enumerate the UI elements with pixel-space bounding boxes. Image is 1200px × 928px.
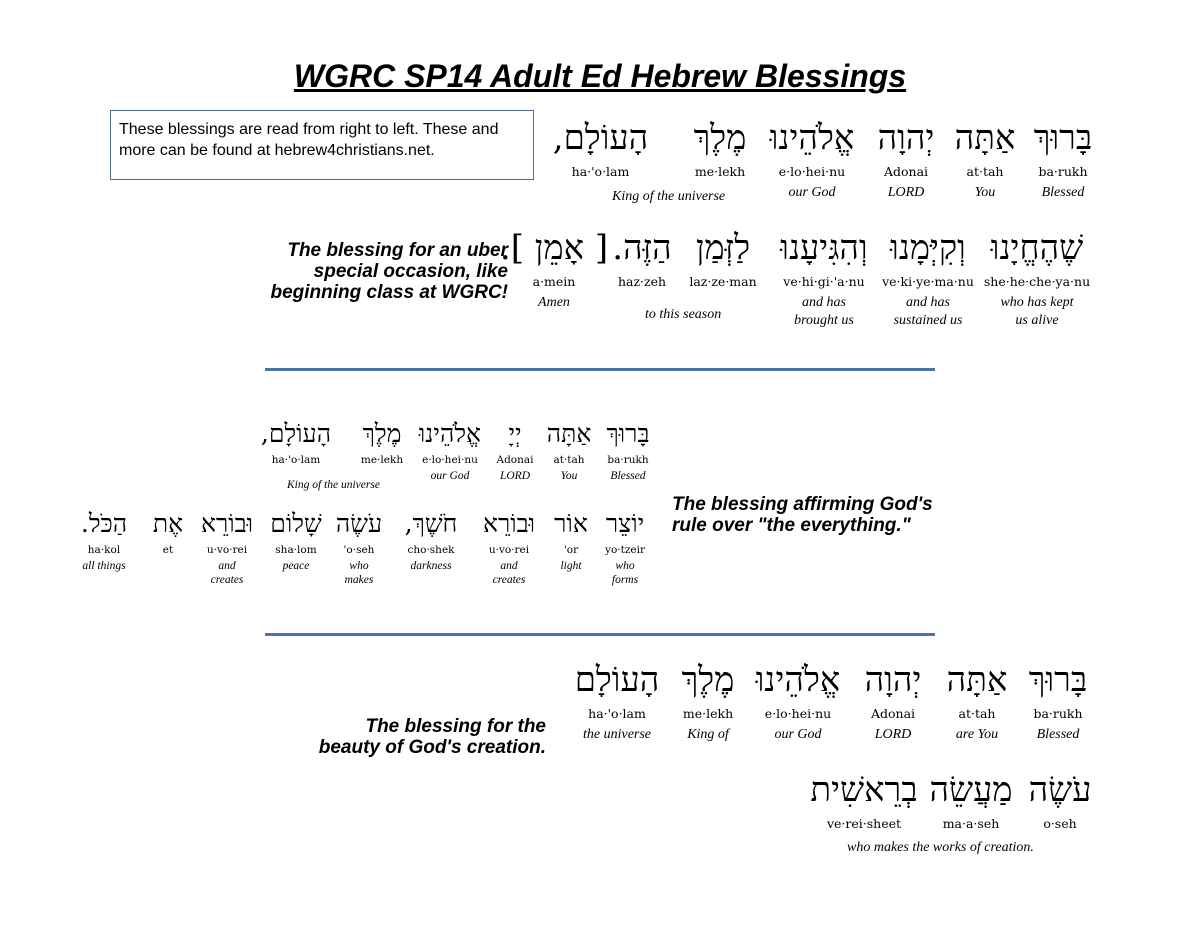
hebrew-word: אוֹר [554,509,588,538]
blessing-word [196,508,258,587]
english-translation: King of [687,727,729,742]
blessing-word [602,508,648,587]
transliteration: ba·rukh [1033,706,1083,721]
english-translation: who makes [344,560,374,586]
page-title: WGRC SP14 Adult Ed Hebrew Blessings [293,58,907,94]
transliteration: ha·'o·lam [588,706,646,721]
blessing-word [680,228,766,294]
blessing-word [576,660,658,744]
hebrew-word: בָּרוּךְ [1028,660,1088,700]
english-translation: and has sustained us [893,295,963,328]
transliteration: ba·rukh [607,454,649,466]
english-translation: LORD [887,185,925,200]
transliteration: a·mein [532,274,576,289]
transliteration: e·lo·hei·nu [422,454,478,466]
hebrew-word: אֶת [152,509,184,538]
english-translation: Amen [538,295,570,310]
hebrew-word: בָּרוּךְ [606,419,650,448]
transliteration: at·tah [553,454,585,466]
blessing-word [876,118,936,202]
hebrew-word: עֹשֶׂה [1028,770,1092,810]
transliteration: ha·'o·lam [571,164,630,179]
transliteration: haz·zeh [617,274,667,289]
hebrew-word: בְרֵאשִׁית [810,770,918,810]
transliteration: ma·a·seh [942,816,1000,831]
blessing-word [860,660,926,744]
english-translation: peace [282,560,310,572]
blessing-word [533,118,668,184]
blessing-word [499,228,609,312]
english-translation: Blessed [1041,185,1085,200]
english-translation: darkness [410,560,452,572]
hebrew-word: וְהִגִּיעָנוּ [780,228,868,268]
yotzer-or-opening-row [246,418,652,483]
hebrew-word: אַתָּה [954,118,1016,158]
wide-translation: King of the universe [287,479,380,491]
transliteration: sha·lom [275,544,317,556]
hebrew-word: בָּרוּךְ [1033,118,1093,158]
blessing-word [68,508,140,573]
section2-description: The blessing affirming God's rule over "the everything." [672,494,933,536]
english-translation: light [560,560,582,572]
blessing-word [1028,770,1092,836]
section3-description: The blessing for the beauty of God's creation. [318,716,546,758]
english-translation: who forms [611,560,639,586]
hebrew-word: אַתָּה [946,660,1008,700]
blessing-word [496,418,534,483]
transliteration: e·lo·hei·nu [778,164,846,179]
blessing-word [360,418,404,469]
blessing-word [948,660,1006,744]
creation-opening-row [576,660,1088,744]
english-translation: the universe [582,727,652,742]
transliteration: ba·rukh [1038,164,1088,179]
blessing-word [680,660,736,744]
hebrew-word: [ אָמֵן ]. [499,228,609,268]
transliteration: u·vo·rei [488,544,530,556]
blessing-word [755,660,841,744]
transliteration: cho·shek [407,544,455,556]
transliteration: 'o·seh [343,544,375,556]
transliteration: me·lekh [694,164,746,179]
english-translation: LORD [874,727,912,742]
transliteration: ha·'o·lam [271,454,321,466]
section-divider [265,633,935,636]
english-translation: Blessed [1036,727,1080,742]
transliteration: Adonai [870,706,916,721]
transliteration: ve·hi·gi·'a·nu [783,274,865,289]
transliteration: u·vo·rei [206,544,248,556]
section1-description: The blessing for an uber special occasion, like beginning class at WGRC! [270,240,508,303]
hebrew-word: לַזְּמַן [695,228,751,268]
transliteration: she·he·che·ya·nu [983,274,1091,289]
hebrew-word: הָעוֹלָם, [260,419,332,448]
transliteration: at·tah [958,706,996,721]
transliteration: Adonai [496,454,534,466]
blessing-word [692,118,748,184]
yotzer-or-closing-row [68,508,648,587]
transliteration: laz·ze·man [689,274,757,289]
blessing-word [478,508,540,587]
hebrew-word: עֹשֶׂה [335,509,383,538]
blessing-word [769,118,855,202]
blessing-word [1034,118,1092,202]
hebrew-word: הָעוֹלָם [574,660,660,700]
blessing-word [1028,660,1088,744]
transliteration: yo·tzeir [605,544,645,556]
transliteration: e·lo·hei·nu [764,706,832,721]
transliteration: me·lekh [360,454,404,466]
english-translation: You [974,185,996,200]
hebrew-word: מַעֲשֵׂה [929,770,1013,810]
hebrew-word: חֹשֶׁךְ, [404,509,458,538]
hebrew-word: אֱלֹהֵינוּ [418,419,482,448]
blessing-word [396,508,466,573]
english-translation: are You [955,727,999,742]
english-translation: You [560,470,578,482]
hebrew-word: שֶׁהֶחֱיָנוּ [990,228,1084,268]
blessing-word [954,118,1016,202]
transliteration: at·tah [966,164,1004,179]
hebrew-word: מֶלֶךְ [693,118,747,158]
blessing-word [604,418,652,483]
hebrew-word: הַזֶּה. [612,228,672,268]
transliteration: et [162,544,174,556]
hebrew-word: אַתָּה [546,419,592,448]
blessing-word [552,508,590,573]
hebrew-word: יוֹצֵר [605,509,645,538]
hebrew-word: יְהוָה [877,118,935,158]
blessing-word [612,228,672,294]
hebrew-word: יְהוָה [864,660,922,700]
hebrew-word: וְקִיְּמָנוּ [890,228,966,268]
hebrew-word: וּבוֹרֵא [200,509,254,538]
hebrew-word: יְיָ [508,419,522,448]
english-translation: LORD [499,470,531,482]
hebrew-word: הָעוֹלָם, [552,118,649,158]
blessing-word [929,770,1013,836]
hebrew-word: וּבוֹרֵא [482,509,536,538]
section-divider [265,368,935,371]
transliteration: ve·rei·sheet [826,816,902,831]
wide-translation: King of the universe [612,189,726,204]
blessing-word [882,228,974,330]
wide-translation: to this season [645,307,722,322]
english-translation: our God [430,470,470,482]
english-translation: and creates [210,560,244,586]
english-translation: who has kept us alive [1000,295,1074,328]
blessing-word [152,508,184,559]
blessing-word [246,418,346,469]
shehecheyanu-closing-row [499,228,1092,330]
hebrew-word: אֱלֹהֵינוּ [755,660,841,700]
blessing-word [548,418,590,483]
reading-note-box: These blessings are read from right to left. These and more can be found at hebrew4christians.net. [110,110,534,180]
transliteration: 'or [563,544,579,556]
transliteration: o·seh [1043,816,1077,831]
english-translation: Blessed [610,470,646,482]
transliteration: me·lekh [682,706,734,721]
blessing-word [418,418,482,483]
transliteration: Adonai [883,164,929,179]
blessing-word [982,228,1092,330]
blessing-word [334,508,384,587]
blessing-word [774,228,874,330]
english-translation: our God [774,727,822,742]
english-translation: and creates [492,560,526,586]
creation-closing-row [810,770,1092,836]
hebrew-word: שָׁלוֹם [270,509,322,538]
hebrew-word: מֶלֶךְ [362,419,402,448]
hebrew-word: הַכֹּל. [80,509,128,538]
wide-translation: who makes the works of creation. [847,840,1034,855]
transliteration: ha·kol [87,544,121,556]
blessing-word [270,508,322,573]
english-translation: all things [82,560,126,572]
transliteration: ve·ki·ye·ma·nu [882,274,974,289]
english-translation: our God [788,185,836,200]
hebrew-word: מֶלֶךְ [681,660,735,700]
blessing-word [810,770,918,836]
hebrew-word: אֱלֹהֵינוּ [769,118,855,158]
english-translation: and has brought us [794,295,854,328]
